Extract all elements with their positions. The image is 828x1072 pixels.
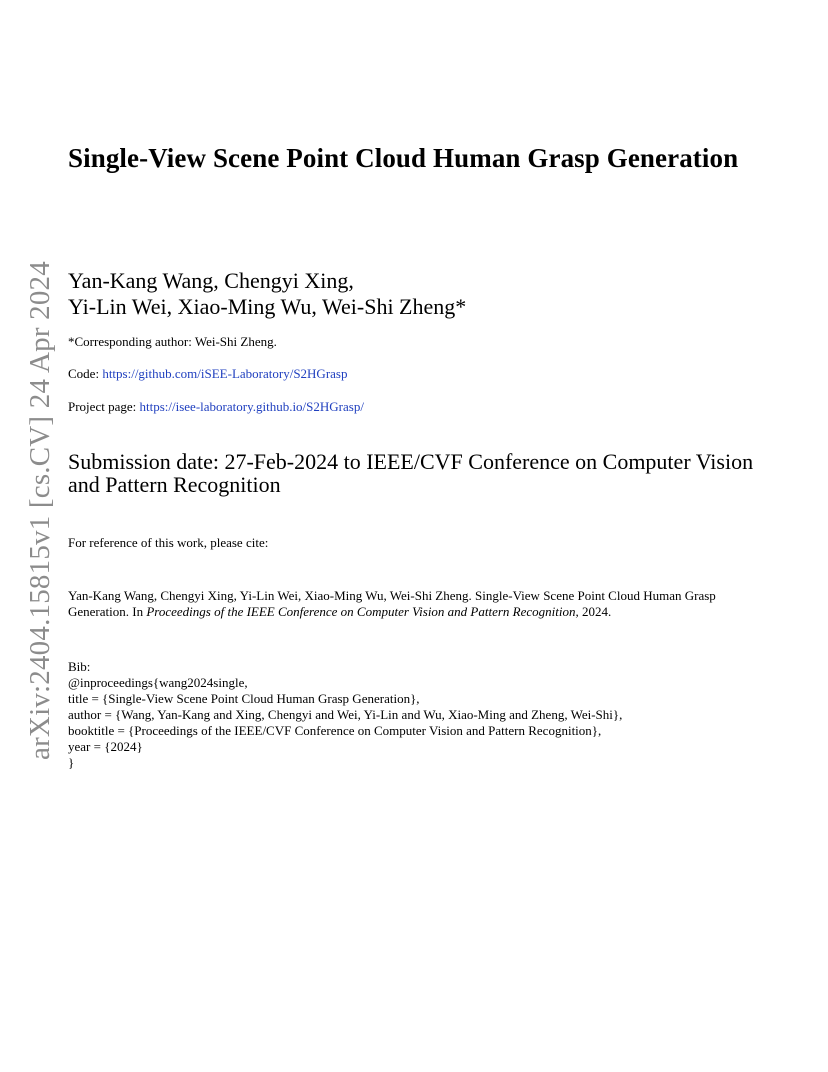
bib-label: Bib: [68, 659, 91, 674]
reference-year: 2024. [578, 604, 612, 619]
bibtex-block [68, 659, 622, 771]
reference-authors-title: Yan-Kang Wang, Chengyi Xing, Yi-Lin Wei, Xiao-Ming Wu, Wei-Shi Zheng. Single-View Scene Point Cloud Human Grasp Generation. In [68, 588, 716, 619]
project-page-link[interactable]: https://isee-laboratory.github.io/S2HGrasp/ [139, 399, 364, 414]
reference-venue: Proceedings of the IEEE Conference on Computer Vision and Pattern Recognition, [146, 604, 579, 619]
reference-citation [68, 588, 768, 620]
arxiv-identifier-stamp: arXiv:2404.15815v1 [cs.CV] 24 Apr 2024 [24, 261, 56, 760]
bib-line: author = {Wang, Yan-Kang and Xing, Chengyi and Wei, Yi-Lin and Wu, Xiao-Ming and Zheng, Wei-Shi}, [68, 707, 623, 722]
bib-line: title = {Single-View Scene Point Cloud Human Grasp Generation}, [68, 691, 420, 706]
code-label: Code: [68, 366, 103, 381]
citation-intro: For reference of this work, please cite: [68, 535, 269, 550]
author-line-1: Yan-Kang Wang, Chengyi Xing, [68, 268, 354, 293]
corresponding-author-note: *Corresponding author: Wei-Shi Zheng. [68, 334, 277, 349]
code-link[interactable]: https://github.com/iSEE-Laboratory/S2HGrasp [102, 366, 348, 381]
bib-line: @inproceedings{wang2024single, [68, 675, 248, 690]
project-page-label: Project page: [68, 399, 140, 414]
bib-line: year = {2024} [68, 739, 143, 754]
author-list [68, 268, 758, 320]
submission-date: Submission date: 27-Feb-2024 to IEEE/CVF Conference on Computer Vision and Pattern Recognition [68, 449, 754, 497]
bib-line: } [68, 755, 75, 770]
project-page-line [68, 399, 364, 415]
bib-line: booktitle = {Proceedings of the IEEE/CVF Conference on Computer Vision and Pattern Recognition}, [68, 723, 602, 738]
paper-title: Single-View Scene Point Cloud Human Grasp Generation [68, 143, 739, 173]
author-line-2: Yi-Lin Wei, Xiao-Ming Wu, Wei-Shi Zheng* [68, 294, 467, 319]
code-line [68, 366, 347, 382]
